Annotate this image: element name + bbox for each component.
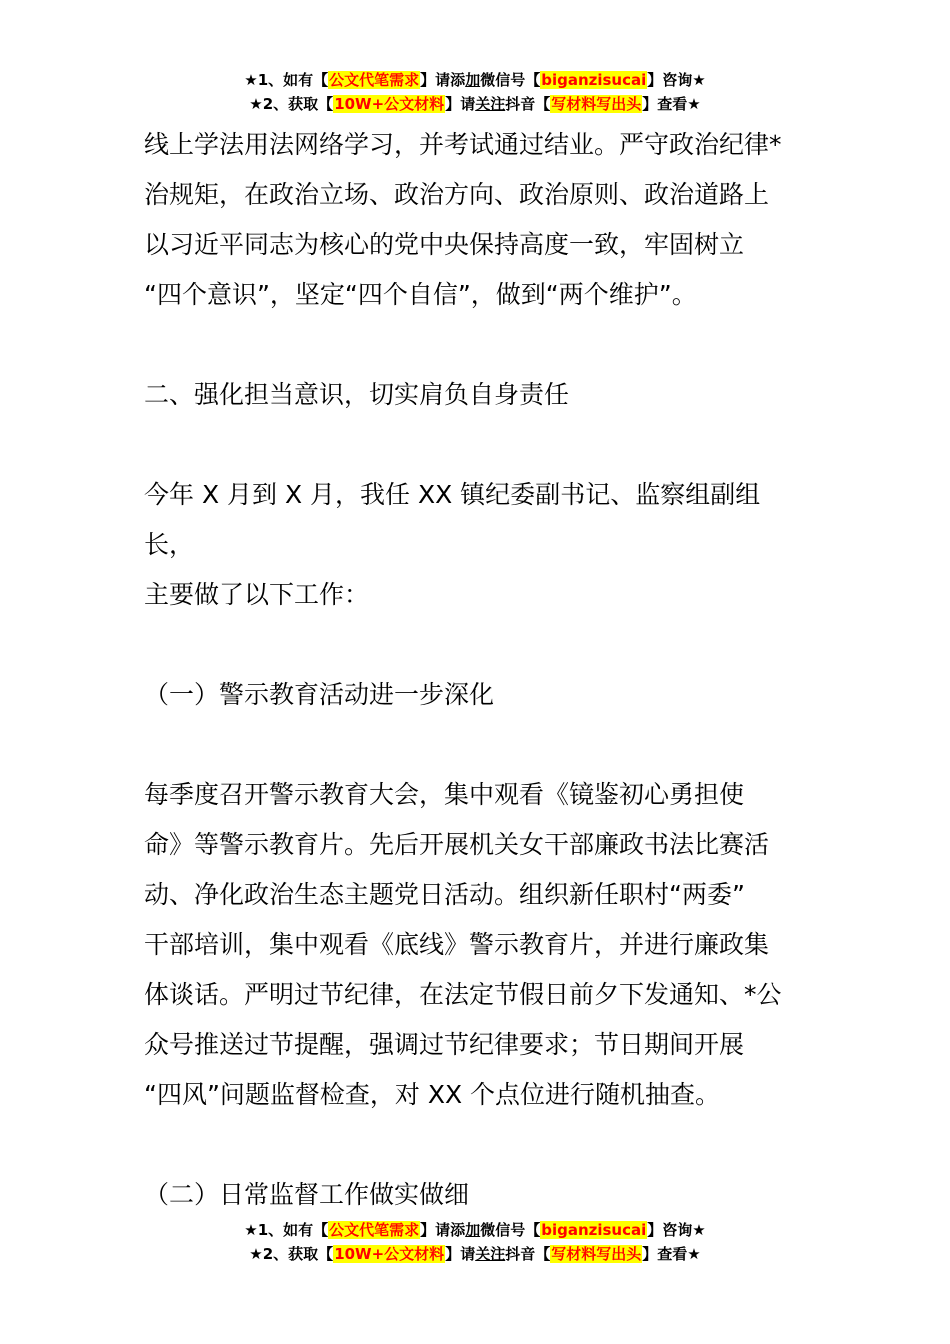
text-line: 命》等警示教育片。先后开展机关女干部廉政书法比赛活: [144, 830, 770, 859]
banner-text: 抖音【: [505, 1245, 551, 1263]
paragraph-warning-education: [144, 770, 810, 1120]
text-line: “四个意识”，坚定“四个自信”，做到“两个维护”。: [144, 280, 697, 309]
banner-text: ★2、获取【: [249, 95, 334, 113]
banner-text: 】查看★: [642, 1245, 701, 1263]
highlight-materials: 10W+公文材料: [334, 95, 445, 113]
text-line: 众号推送过节提醒，强调过节纪律要求；节日期间开展: [144, 1030, 745, 1059]
text-line: 治规矩，在政治立场、政治方向、政治原则、政治道路上: [144, 180, 770, 209]
highlight-service: 公文代笔需求: [329, 1221, 420, 1239]
text-line: 体谈话。严明过节纪律，在法定节假日前夕下发通知、*公: [144, 980, 782, 1009]
highlight-service: 公文代笔需求: [329, 71, 420, 89]
banner-text: 】请添: [420, 1221, 466, 1239]
banner-text: 】查看★: [642, 95, 701, 113]
banner-underlined: 关注: [475, 1245, 506, 1263]
banner-text: 】请: [445, 1245, 476, 1263]
banner-text: ★1、如有【: [244, 71, 329, 89]
banner-text: 微信号【: [480, 1221, 541, 1239]
banner-text: 】请添: [420, 71, 466, 89]
highlight-wechat-id: biganzisucai: [541, 71, 647, 89]
subheading-daily-supervision: （二）日常监督工作做实做细: [144, 1180, 470, 1209]
highlight-wechat-id: biganzisucai: [541, 1221, 647, 1239]
text-line: 主要做了以下工作：: [144, 580, 370, 609]
banner-line-2: [0, 1242, 950, 1266]
highlight-materials: 10W+公文材料: [334, 1245, 445, 1263]
banner-text: 抖音【: [505, 95, 551, 113]
text-line: 线上学法用法网络学习，并考试通过结业。严守政治纪律*: [144, 130, 782, 159]
header-banner: [0, 68, 950, 116]
banner-line-2: [0, 92, 950, 116]
text-line: 每季度召开警示教育大会，集中观看《镜鉴初心勇担使: [144, 780, 745, 809]
highlight-douyin: 写材料写出头: [551, 95, 642, 113]
banner-underlined: 加: [465, 1221, 481, 1239]
banner-underlined: 关注: [475, 95, 506, 113]
text-line: 今年 X 月到 X 月，我任 XX 镇纪委副书记、监察组副组长，: [144, 480, 761, 559]
section-heading-2: 二、强化担当意识，切实肩负自身责任: [144, 380, 570, 409]
banner-underlined: 加: [465, 71, 481, 89]
footer-banner: [0, 1218, 950, 1266]
banner-text: ★1、如有【: [244, 1221, 329, 1239]
subheading-warning-education: （一）警示教育活动进一步深化: [144, 680, 495, 709]
text-line: 以习近平同志为核心的党中央保持高度一致，牢固树立: [144, 230, 745, 259]
text-line: “四风”问题监督检查，对 XX 个点位进行随机抽查。: [144, 1080, 721, 1109]
text-line: 干部培训，集中观看《底线》警示教育片，并进行廉政集: [144, 930, 770, 959]
banner-text: ★2、获取【: [249, 1245, 334, 1263]
banner-text: 】咨询★: [647, 71, 706, 89]
banner-line-1: [0, 68, 950, 92]
paragraph-role: [144, 470, 810, 620]
document-body: [144, 120, 810, 1220]
paragraph-political-discipline: [144, 120, 810, 320]
highlight-douyin: 写材料写出头: [551, 1245, 642, 1263]
banner-text: 】请: [445, 95, 476, 113]
text-line: 动、净化政治生态主题党日活动。组织新任职村“两委”: [144, 880, 745, 909]
banner-text: 微信号【: [480, 71, 541, 89]
banner-text: 】咨询★: [647, 1221, 706, 1239]
banner-line-1: [0, 1218, 950, 1242]
